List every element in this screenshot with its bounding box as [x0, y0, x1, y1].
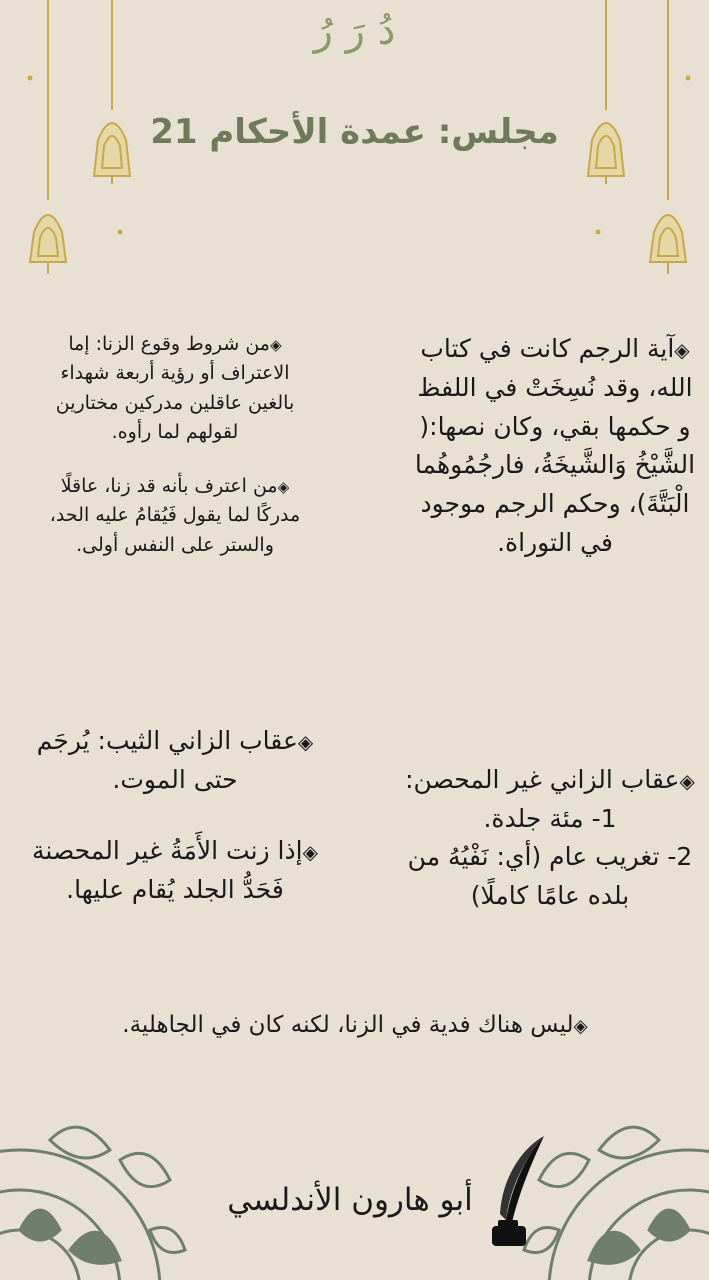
bullet-icon: ◈	[269, 336, 282, 354]
slave-woman-text: ◈إذا زنت الأَمَةُ غير المحصنة فَحَدُّ الجلد يُقام عليها.	[32, 836, 318, 904]
author-signature: أبو هارون الأندلسي	[227, 1182, 473, 1218]
bullet-icon: ◈	[679, 768, 695, 793]
mandala-left-decoration	[0, 1100, 200, 1280]
bullet-icon: ◈	[674, 338, 690, 362]
bullet-icon: ◈	[277, 478, 290, 496]
bullet-icon: ◈	[302, 840, 318, 864]
married-punishment-text: ◈عقاب الزاني الثيب: يُرجَم حتى الموت.	[36, 726, 314, 794]
confession-text: ◈من اعترف بأنه قد زنا، عاقلًا مدركًا لما يقول فَيُقامُ عليه الحد، والستر على النفس أولى.	[49, 475, 301, 556]
conditions-text: ◈من شروط وقوع الزنا: إما الاعتراف أو رؤية أربعة شهداء بالغين عاقلين مدركين مختارين لقولهم لما رأوه.	[55, 333, 295, 444]
no-ransom-text: ◈ليس هناك فدية في الزنا، لكنه كان في الجاهلية.	[122, 1012, 588, 1038]
page-title: دُ رَ رُ	[313, 8, 396, 54]
bullet-icon: ◈	[297, 730, 314, 754]
unmarried-punishment-text: ◈عقاب الزاني غير المحصن: 1- مئة جلدة. 2- تغريب عام (أي: نَفْيُهُ من بلده عامًا كاملًا)	[405, 764, 695, 910]
verse-of-stoning-text: ◈آية الرجم كانت في كتاب الله، وقد نُسِخَتْ في اللفظ و حكمها بقي، وكان نصها:( الشَّيْخُ وَالشَّيخَةُ، فارجُمُوهُما الْبَتَّةَ)، وحكم الرجم موجود في التوراة.	[414, 334, 696, 557]
page-subtitle: مجلس: عمدة الأحكام 21	[150, 112, 559, 152]
bullet-icon: ◈	[573, 1016, 588, 1037]
